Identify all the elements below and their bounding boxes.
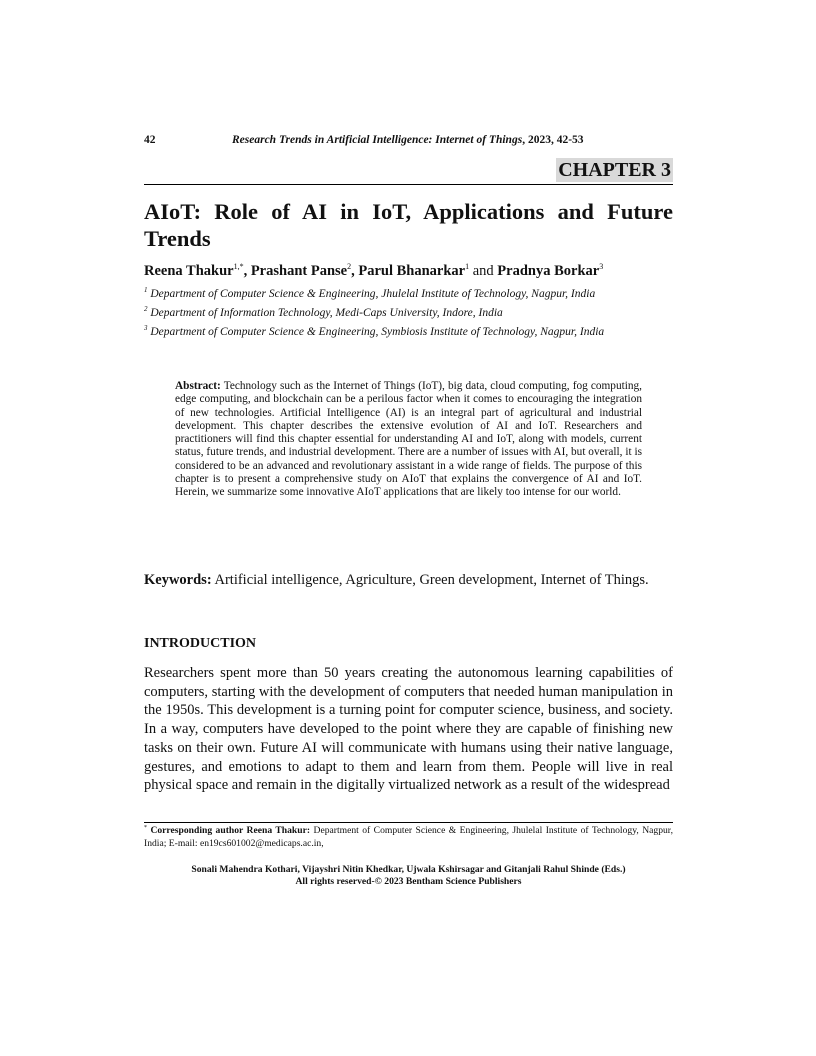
journal-name: Research Trends in Artificial Intelligence: Internet of Things [232, 134, 523, 146]
author-name: Reena Thakur [144, 263, 234, 279]
author-sup: 3 [599, 262, 604, 272]
editors-line: Sonali Mahendra Kothari, Vijayshri Nitin Khedkar, Ujwala Kshirsagar and Gitanjali Rahul Shinde (Eds.) [191, 864, 626, 875]
journal-year-pages: , 2023, 42-53 [522, 134, 584, 146]
footnote [144, 825, 673, 850]
abstract-text: Technology such as the Internet of Things (IoT), big data, cloud computing, fog computing, edge computing, and blockchain can be a perilous factor when it comes to encouraging the integration of new technologies. Artificial Intelligence (AI) is an integral part of agricultural and industrial development. This chapter describes the extensive evolution of AI and IoT. Researchers and practitioners will find this chapter essential for understanding AI and IoT, along with models, current status, future trends, and industrial development. There are a number of issues with AI, but overall, it is considered to be an advanced and revolutionary assistant in a wide range of fields. The purpose of this chapter is to present a comprehensive study on AIoT that explains the convergence of AI and IoT. Herein, we summarize some innovative AIoT applications that are likely too intense for our world. [175, 380, 642, 499]
abstract [175, 380, 642, 500]
abstract-label: Abstract: [175, 380, 221, 392]
footnote-text: Department of Computer Science & Engineering, Jhulelal Institute of Technology, Nagpur, India; E-mail: en19cs601002@medicaps.ac.in, [144, 825, 673, 849]
author-sup: 1,* [233, 262, 244, 272]
author-list [144, 263, 673, 280]
keywords-text: Artificial intelligence, Agriculture, Green development, Internet of Things. [214, 572, 649, 588]
author-sep: and [469, 263, 498, 279]
affiliation-num: 1 [144, 286, 148, 295]
affiliation-num: 2 [144, 305, 148, 314]
keywords [144, 571, 673, 589]
section-heading: INTRODUCTION [144, 636, 257, 651]
affiliation [144, 286, 673, 302]
keywords-label: Keywords: [144, 572, 212, 588]
affiliation-text: Department of Computer Science & Engineering, Symbiosis Institute of Technology, Nagpur, India [150, 326, 605, 338]
page-number: 42 [144, 134, 156, 146]
affiliation-num: 3 [144, 324, 148, 333]
author-sep: , [243, 263, 251, 279]
footnote-rule [144, 822, 673, 823]
author-sep: , [351, 263, 359, 279]
author-name: Parul Bhanarkar [358, 263, 466, 279]
chapter-label: CHAPTER 3 [558, 159, 671, 181]
chapter-title: AIoT: Role of AI in IoT, Applications and Future Trends [144, 199, 673, 251]
author-sup: 2 [347, 262, 352, 272]
rights-line: All rights reserved-© 2023 Bentham Science Publishers [295, 875, 522, 887]
affiliation-text: Department of Computer Science & Engineering, Jhulelal Institute of Technology, Nagpur, India [150, 288, 596, 300]
affiliation-text: Department of Information Technology, Medi-Caps University, Indore, India [150, 307, 503, 319]
introduction-paragraph: Researchers spent more than 50 years creating the autonomous learning capabilities of computers, starting with the development of computers that needed human manipulation in the 1950s. This development is a turning point for computer science, business, and society. In a way, computers have developed to the point where they are capable of finishing new tasks on their own. Future AI will communicate with humans using their native language, gestures, and emotions to adapt to them and learn from them. People will live in real physical space and remain in the digitally virtualized network as a result of the widespread [144, 665, 673, 794]
chapter-banner [144, 158, 673, 185]
author-name: Prashant Panse [250, 263, 348, 279]
author-sup: 1 [465, 262, 470, 272]
publisher-footer [144, 864, 673, 887]
journal-title [232, 134, 584, 146]
footnote-mark: * [144, 824, 147, 831]
affiliation [144, 305, 673, 321]
footnote-label: Corresponding author Reena Thakur: [150, 825, 311, 836]
affiliation [144, 324, 673, 340]
author-name: Pradnya Borkar [497, 263, 600, 279]
